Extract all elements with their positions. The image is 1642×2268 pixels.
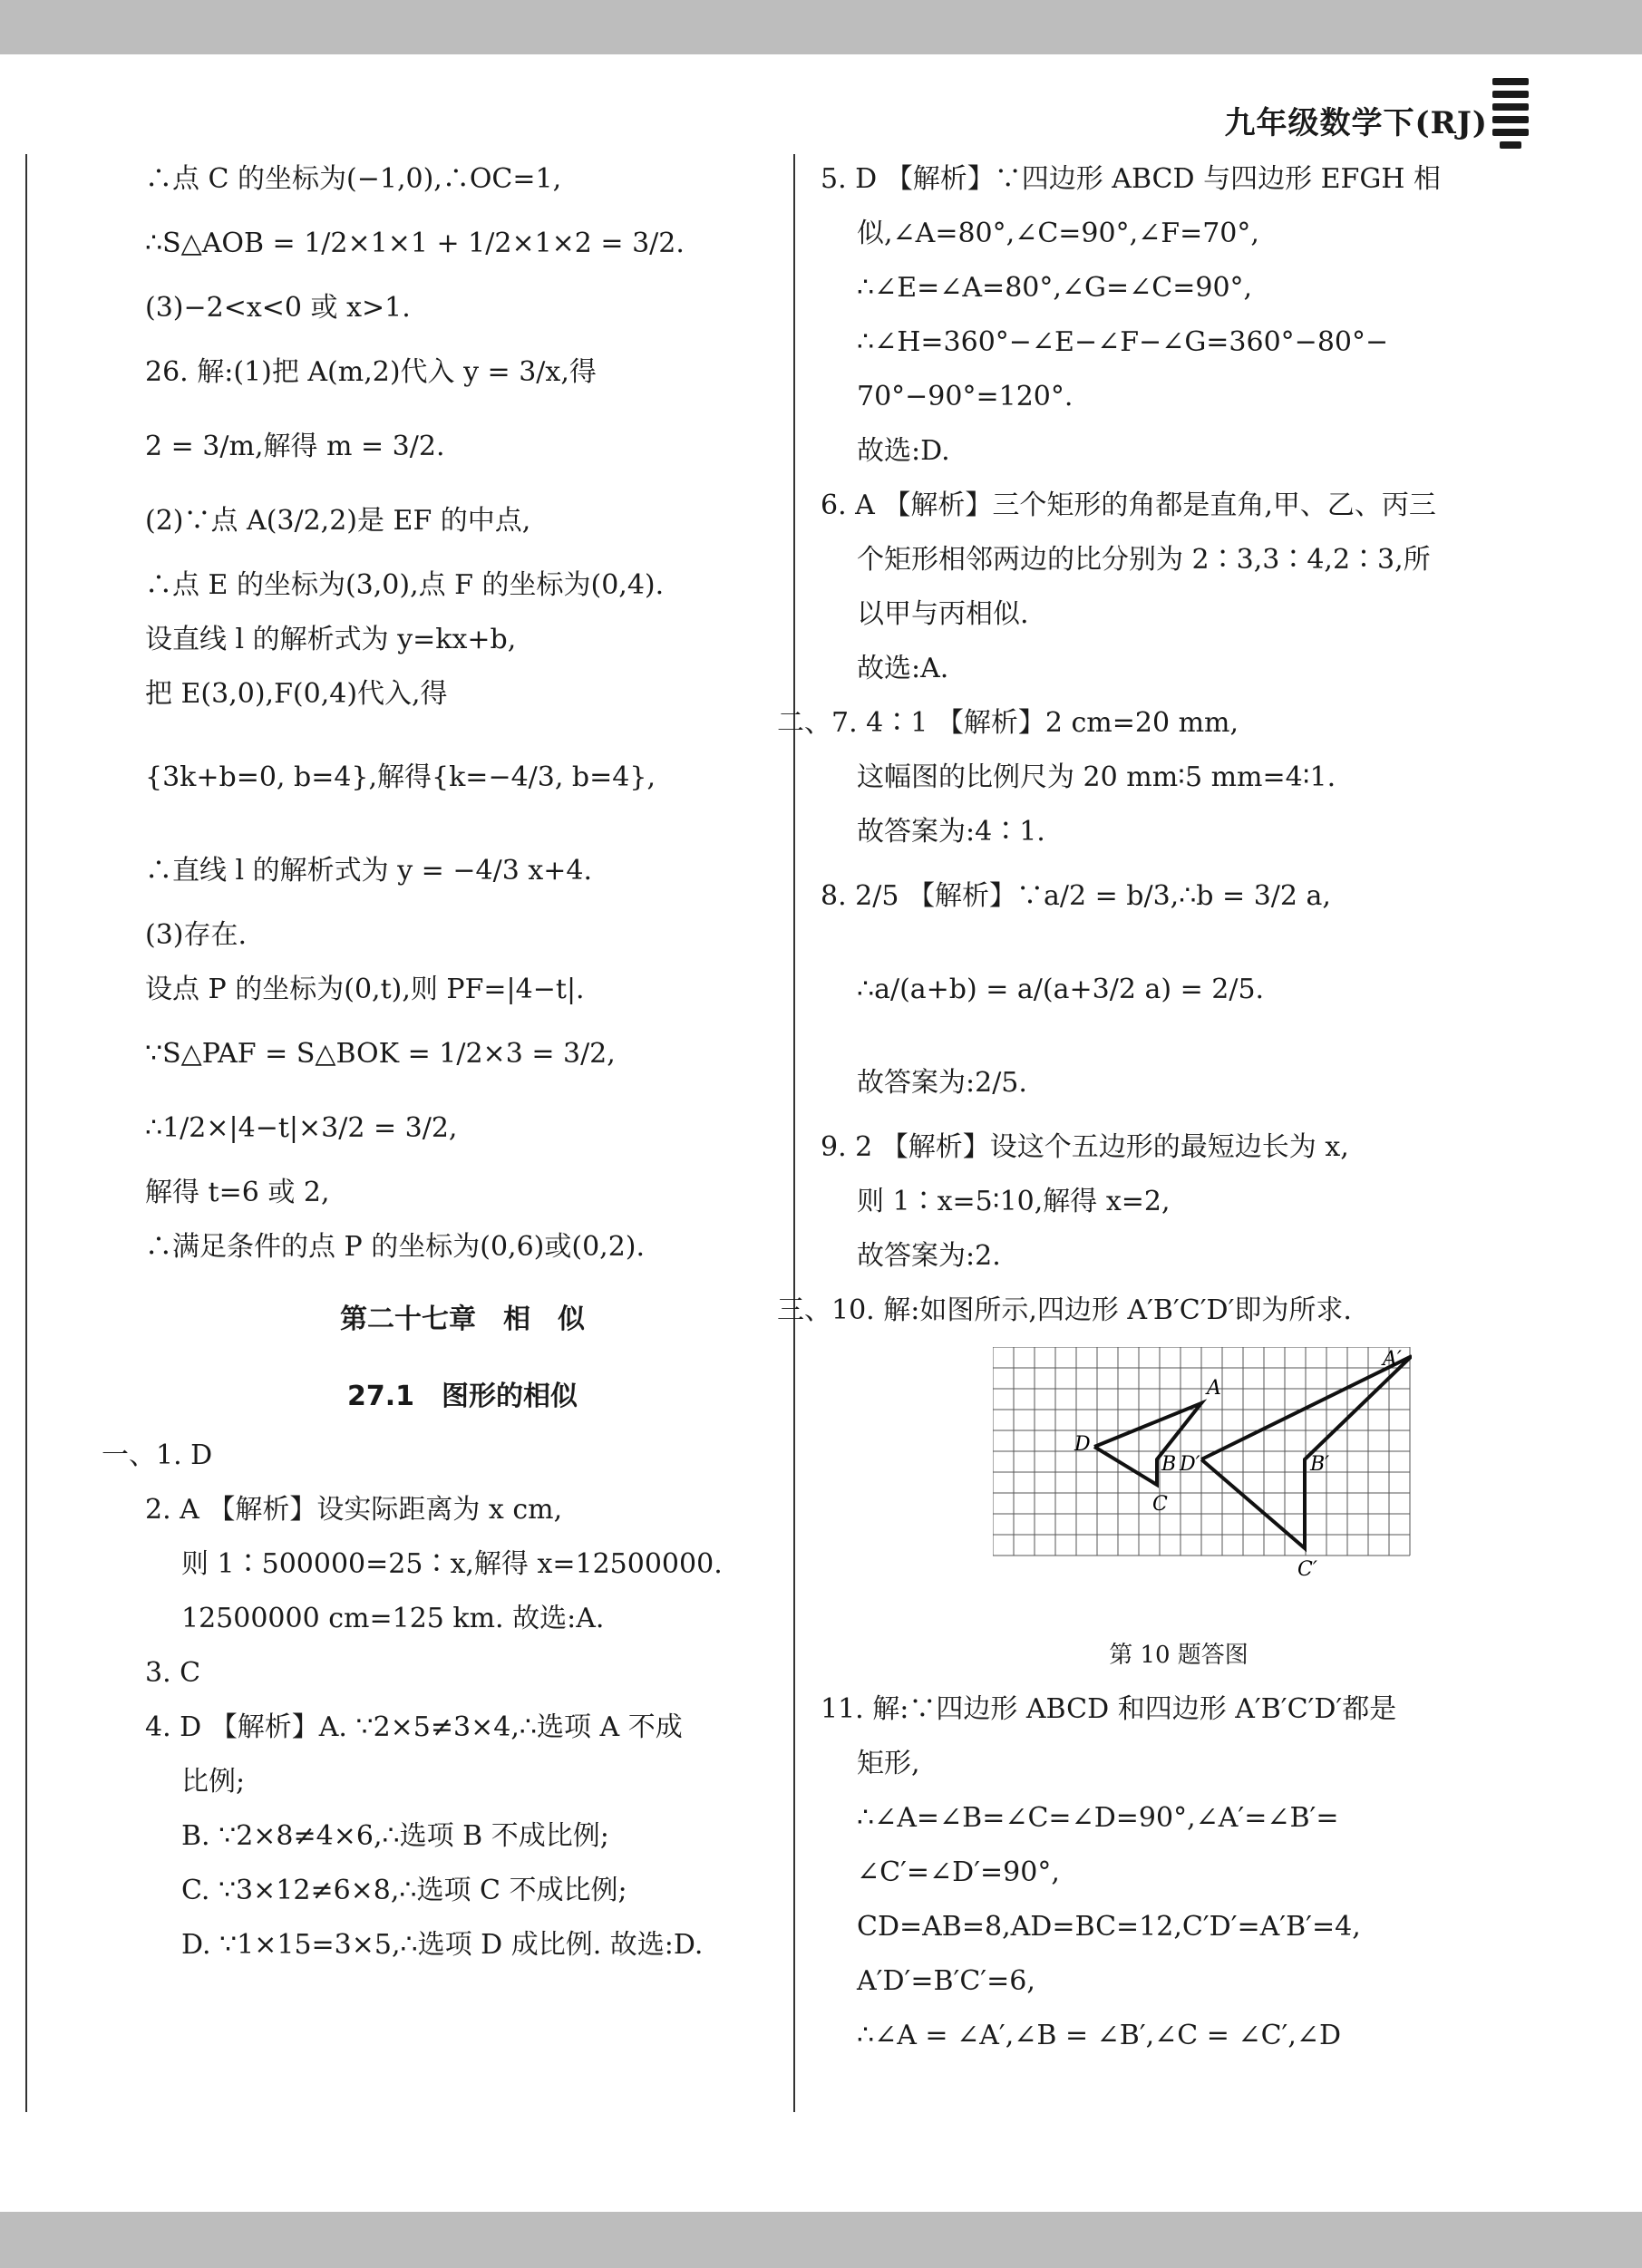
label-d-prime: D′ (1180, 1453, 1200, 1476)
right-column (777, 152, 1537, 2063)
answer-line: 5. D 【解析】∵四边形 ABCD 与四边形 EFGH 相 (821, 163, 1442, 195)
answer-line: A′D′=B′C′=6, (857, 1965, 1035, 1997)
answer-line: ∴∠H=360°−∠E−∠F−∠G=360°−80°− (857, 326, 1389, 358)
label-d: D (1074, 1433, 1091, 1456)
answer-line: 2 = 3/m,解得 m = 3/2. (145, 431, 445, 462)
answer-line: ∴∠A = ∠A′,∠B = ∠B′,∠C = ∠C′,∠D (857, 2020, 1342, 2051)
answer-line: ∴∠E=∠A=80°,∠G=∠C=90°, (857, 272, 1253, 304)
answer-line: CD=AB=8,AD=BC=12,C′D′=A′B′=4, (857, 1911, 1361, 1943)
answer-line: ∴满足条件的点 P 的坐标为(0,6)或(0,2). (145, 1231, 646, 1263)
answer-line: 矩形, (857, 1748, 920, 1779)
answer-line: ∴S△AOB = 1/2×1×1 + 1/2×1×2 = 3/2. (145, 228, 685, 259)
book-logo-icon (1492, 78, 1529, 150)
answer-line: 故选:A. (857, 653, 949, 684)
answer-line: 设点 P 的坐标为(0,t),则 PF=|4−t|. (145, 974, 585, 1005)
label-a: A (1207, 1377, 1221, 1400)
answer-line: 70°−90°=120°. (857, 381, 1074, 412)
top-band (0, 0, 1642, 54)
label-b-prime: B′ (1310, 1453, 1330, 1476)
answer-line: ∴点 E 的坐标为(3,0),点 F 的坐标为(0,4). (145, 569, 665, 601)
label-a-prime: A′ (1383, 1348, 1402, 1371)
bottom-band (0, 2212, 1642, 2268)
answer-line: 这幅图的比例尺为 20 mm∶5 mm=4∶1. (857, 761, 1336, 793)
answer-line: 故选:D. (857, 435, 950, 467)
answer-line: 把 E(3,0),F(0,4)代入,得 (145, 678, 448, 710)
section-title: 27.1 图形的相似 (346, 1381, 578, 1412)
answer-line: 三、10. 解:如图所示,四边形 A′B′C′D′即为所求. (777, 1294, 1352, 1326)
similar-quadrilaterals-figure (993, 1347, 1412, 1619)
figure-caption: 第 10 题答图 (1109, 1642, 1249, 1669)
left-margin-rule (25, 154, 27, 2112)
column-divider (793, 154, 795, 2112)
answer-line: (3)存在. (145, 919, 248, 951)
answer-line: 4. D 【解析】A. ∵2×5≠3×4,∴选项 A 不成 (145, 1711, 683, 1743)
answer-line: 12500000 cm=125 km. 故选:A. (181, 1603, 605, 1634)
label-c: C (1152, 1493, 1168, 1516)
answer-line: 故答案为:4∶1. (857, 816, 1045, 848)
answer-line: C. ∵3×12≠6×8,∴选项 C 不成比例; (181, 1875, 627, 1906)
answer-line: 比例; (181, 1766, 246, 1798)
answer-line: 26. 解:(1)把 A(m,2)代入 y = 3/x,得 (145, 356, 597, 388)
answer-line: B. ∵2×8≠4×6,∴选项 B 不成比例; (181, 1820, 609, 1852)
quad-a-prime (1201, 1356, 1412, 1548)
answer-line: 设直线 l 的解析式为 y=kx+b, (145, 624, 517, 655)
answer-line: {3k+b=0, b=4},解得{k=−4/3, b=4}, (145, 761, 656, 793)
figure-10 (821, 1338, 1537, 1628)
answer-line: ∠C′=∠D′=90°, (857, 1856, 1060, 1888)
answer-line: 9. 2 【解析】设这个五边形的最短边长为 x, (821, 1131, 1349, 1163)
answer-line: 个矩形相邻两边的比分别为 2∶3,3∶4,2∶3,所 (857, 544, 1431, 576)
answer-line: 2. A 【解析】设实际距离为 x cm, (145, 1494, 563, 1526)
answer-line: (3)−2<x<0 或 x>1. (145, 292, 411, 324)
page-header: 九年级数学下(RJ) (1224, 105, 1488, 141)
answer-line: ∴直线 l 的解析式为 y = −4/3 x+4. (145, 855, 592, 887)
left-column (102, 152, 780, 1972)
answer-line: 则 1∶500000=25∶x,解得 x=12500000. (181, 1548, 723, 1580)
answer-line: D. ∵1×15=3×5,∴选项 D 成比例. 故选:D. (181, 1929, 704, 1961)
answer-line: 故答案为:2/5. (857, 1067, 1027, 1099)
answer-line: 6. A 【解析】三个矩形的角都是直角,甲、乙、丙三 (821, 489, 1436, 521)
answer-line: ∴a/(a+b) = a/(a+3/2 a) = 2/5. (857, 974, 1265, 1005)
answer-line: (2)∵点 A(3/2,2)是 EF 的中点, (145, 505, 531, 537)
answer-line: ∴∠A=∠B=∠C=∠D=90°,∠A′=∠B′= (857, 1802, 1339, 1834)
answer-line: 似,∠A=80°,∠C=90°,∠F=70°, (857, 218, 1259, 249)
answer-line: 3. C (145, 1657, 201, 1689)
label-b: B (1161, 1453, 1177, 1476)
label-c-prime: C′ (1297, 1558, 1317, 1581)
chapter-title: 第二十七章 相 似 (340, 1304, 585, 1335)
answer-line: 一、1. D (102, 1439, 213, 1471)
answer-line: ∵S△PAF = S△BOK = 1/2×3 = 3/2, (145, 1038, 616, 1070)
answer-line: 解得 t=6 或 2, (145, 1177, 330, 1208)
answer-line: ∴1/2×|4−t|×3/2 = 3/2, (145, 1112, 458, 1144)
answer-line: 11. 解:∵四边形 ABCD 和四边形 A′B′C′D′都是 (821, 1693, 1397, 1725)
answer-line: 故答案为:2. (857, 1240, 1001, 1272)
answer-line: ∴点 C 的坐标为(−1,0),∴OC=1, (145, 163, 562, 195)
answer-line: 以甲与丙相似. (857, 598, 1029, 630)
answer-line: 8. 2/5 【解析】∵a/2 = b/3,∴b = 3/2 a, (821, 880, 1331, 912)
answer-line: 则 1∶x=5∶10,解得 x=2, (857, 1186, 1171, 1217)
answer-line: 二、7. 4∶1 【解析】2 cm=20 mm, (777, 707, 1239, 739)
